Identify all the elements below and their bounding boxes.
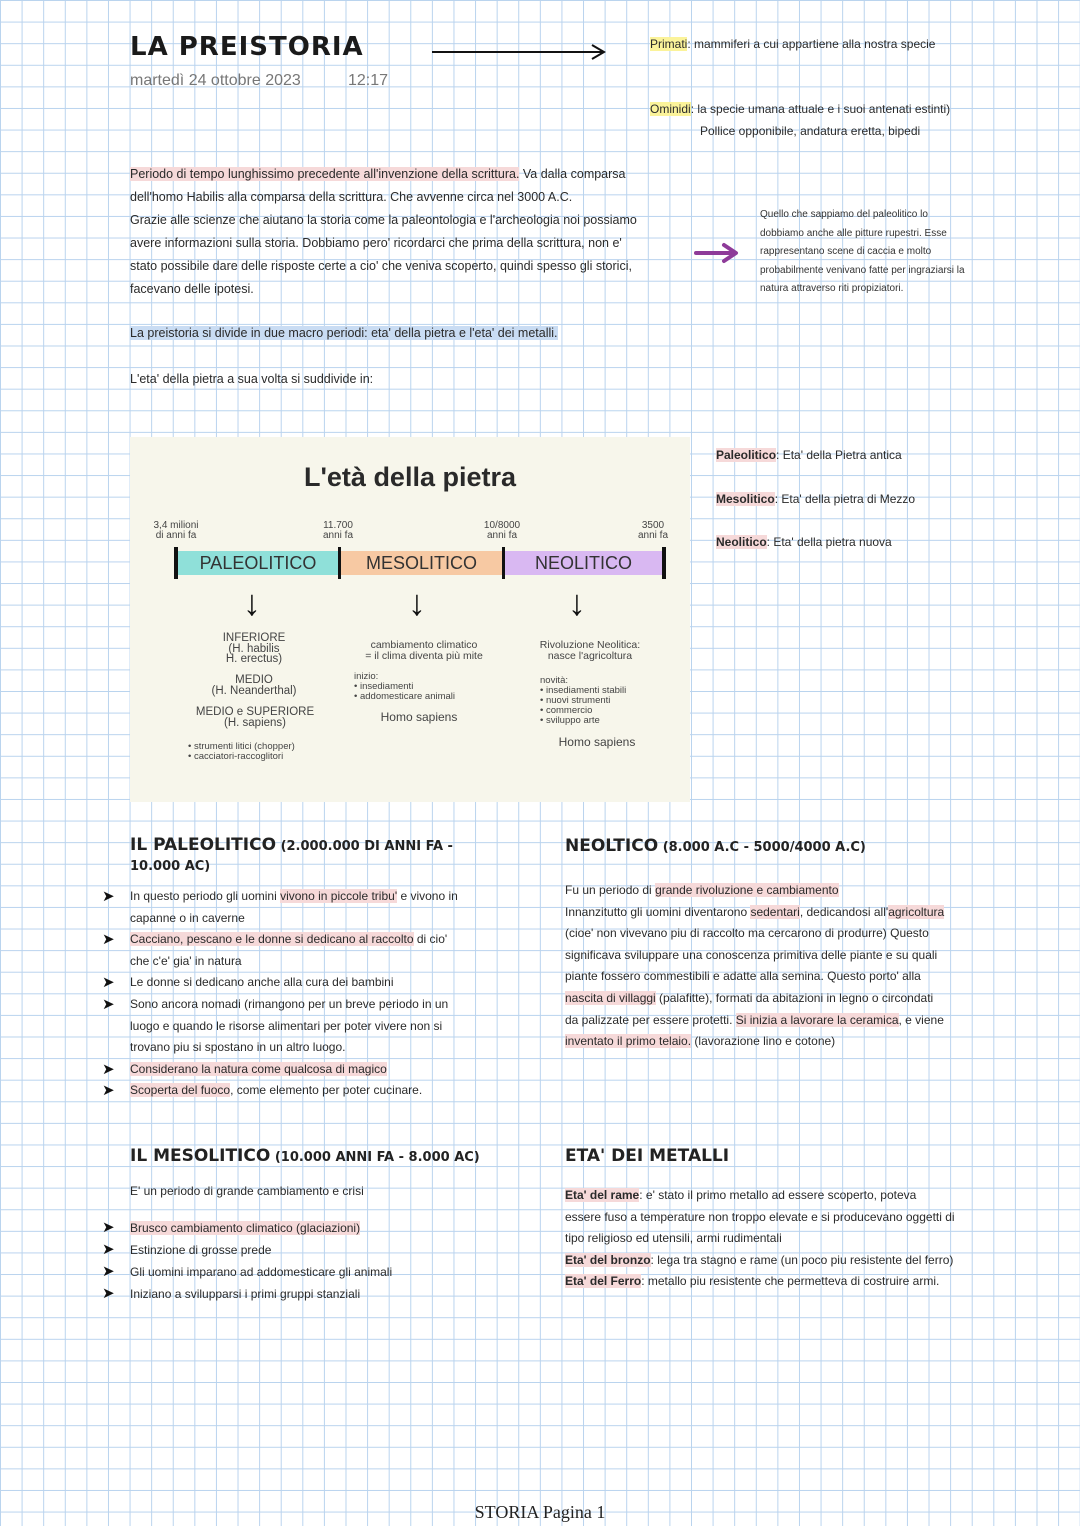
highlight: vivono in piccole tribu': [280, 889, 398, 903]
text: , e viene: [898, 1012, 944, 1027]
bullet-arrow-icon: ➤: [102, 1219, 115, 1236]
text: Innanzitutto gli uomini diventarono: [565, 904, 751, 919]
list-item: [102, 1059, 490, 1081]
period-name: Mesolitico: [716, 492, 775, 506]
term: Eta' del Ferro: [565, 1274, 642, 1289]
bullet-arrow-icon: ➤: [102, 931, 115, 949]
text: : e' stato il primo metallo ad essere scoperto, poteva: [639, 1188, 917, 1202]
ominidi-note: Ominidi: la specie umana attuale e i suoi antenati estinti): [650, 102, 951, 116]
period-desc: : Eta' della pietra di Mezzo: [774, 492, 916, 506]
tick-line: anni fa: [322, 530, 354, 541]
bullet-arrow-icon: ➤: [102, 1241, 115, 1258]
highlight: nascita di villaggi: [565, 990, 656, 1005]
ominidi-term: Ominidi: [650, 102, 691, 116]
label: • commercio: [540, 705, 593, 716]
heading-title: IL PALEOLITICO: [130, 835, 277, 855]
text: (cioe' non vivevano piu di raccolto ma cercarono di produrre) Questo: [565, 926, 929, 941]
paleo-medio: [174, 675, 334, 696]
label: • insediamenti: [354, 681, 414, 692]
bullet-arrow-icon: ➤: [102, 1285, 115, 1302]
purple-arrow-icon: [694, 242, 744, 264]
intro-line1-rest: Va dalla comparsa: [519, 167, 626, 181]
label: H. erectus): [225, 653, 283, 665]
period-name: Paleolitico: [716, 448, 777, 462]
bullet-arrow-icon: ➤: [102, 1082, 115, 1100]
heading-dates: (2.000.000 DI ANNI FA -: [276, 839, 453, 854]
intro-paragraph: [130, 163, 690, 301]
list-item: [102, 1080, 490, 1102]
text: In questo periodo gli uomini: [130, 889, 281, 903]
division-text: La preistoria si divide in due macro periodi: eta' della pietra e l'eta' dei metalli.: [130, 326, 558, 340]
ominidi-def2: Pollice opponibile, andatura eretta, bipedi: [700, 124, 921, 138]
bullet-arrow-icon: ➤: [102, 995, 115, 1013]
text: (lavorazione lino e cotone): [691, 1034, 836, 1049]
text: da palizzate per essere protetti.: [565, 1012, 736, 1027]
text: Fu un periodo di: [565, 883, 656, 897]
text: piante fossero commestibili e adatte alla semina. Questo porto' alla: [565, 969, 921, 984]
text: , come elemento per poter cucinare.: [230, 1083, 423, 1098]
intro-line1-highlight: Periodo di tempo lunghissimo precedente all'invenzione della scrittura.: [130, 167, 520, 181]
paleolitico-list: [102, 886, 490, 1102]
tick-label: [310, 521, 366, 541]
label: • cacciatori-raccoglitori: [188, 751, 284, 762]
label: Rivoluzione Neolitica:: [539, 639, 641, 651]
page-title: LA PREISTORIA: [130, 32, 364, 62]
period-neolitico: [716, 531, 892, 554]
highlight: Brusco cambiamento climatico (glaciazioni): [130, 1221, 361, 1235]
text: Gli uomini imparano ad addomesticare gli animali: [130, 1265, 393, 1279]
label: • insediamenti stabili: [540, 685, 627, 696]
tick-label: [472, 521, 532, 541]
period-name: Neolitico: [716, 535, 767, 549]
primati-note: Primati: mammiferi a cui appartiene alla nostra specie: [650, 37, 936, 51]
highlight: Considerano la natura come qualcosa di magico: [130, 1061, 387, 1076]
text: e vivono in: [397, 889, 458, 903]
arrow-down-icon: ↓: [408, 582, 426, 623]
label: • nuovi strumenti: [540, 695, 611, 706]
segment-mesolitico: MESOLITICO: [341, 551, 502, 575]
label: cambiamento climatico: [370, 639, 478, 651]
paleolitico-heading: [130, 836, 470, 876]
diagram-title: L'età della pietra: [304, 462, 516, 492]
list-item: [102, 1217, 490, 1239]
note-line: dobbiamo anche alle pitture rupestri. Esse: [760, 227, 947, 239]
mesolitico-heading: [130, 1146, 480, 1166]
note-line: probabilmente venivano fatte per ingraziarsi la: [760, 264, 965, 276]
note-line: natura attraverso riti propiziatori.: [760, 283, 904, 294]
label: • addomesticare animali: [354, 691, 456, 702]
neo-novita: [540, 676, 626, 726]
text: : lega tra stagno e rame (un poco piu resistente del ferro): [650, 1252, 954, 1267]
highlight: grande rivoluzione e cambiamento: [655, 883, 839, 897]
text: significava sviluppare una conoscenza primitiva delle piante e su quali: [565, 947, 938, 962]
text: di cio': [413, 932, 448, 947]
text: : metallo piu resistente che permetteva di costruire armi.: [641, 1274, 940, 1289]
list-item: [102, 929, 490, 972]
text: essere fuso a temperature non troppo elevate e si producevano oggetti di: [565, 1209, 955, 1224]
paleo-inferiore: [184, 633, 324, 665]
label: • strumenti litici (chopper): [188, 741, 295, 752]
list-item: [102, 1239, 490, 1261]
period-desc: : Eta' della Pietra antica: [776, 448, 902, 462]
segment-paleolitico: PALEOLITICO: [178, 551, 338, 575]
neolitico-paragraph: [565, 880, 995, 1053]
bullet-arrow-icon: ➤: [102, 974, 115, 992]
paleolitico-side-note: [760, 206, 1000, 299]
neo-rivoluzione: [515, 640, 665, 661]
period-mesolitico: [716, 488, 915, 511]
arrow-down-icon: ↓: [568, 582, 586, 623]
intro-line2: dell'homo Habilis alla comparsa della scrittura. Che avvenne circa nel 3000 A.C.: [130, 190, 573, 204]
intro-line5: stato possibile dare delle risposte certe a cio' che veniva scoperto, quindi spesso gli storici,: [130, 259, 632, 273]
text: (palafitte), formati da abitazioni in legno o circondati: [655, 990, 934, 1005]
tick-line: 3500: [641, 520, 665, 531]
division-line: [130, 322, 558, 345]
label: inizio:: [354, 671, 379, 682]
heading-dates2: 10.000 AC): [130, 859, 211, 874]
mesolitico-list: [102, 1217, 490, 1305]
tick-label: [140, 521, 212, 541]
metalli-paragraph: [565, 1185, 995, 1293]
neolitico-heading: [565, 836, 866, 856]
text: che c'e' gia' in natura: [130, 953, 242, 968]
heading-title: IL MESOLITICO: [130, 1146, 271, 1166]
period-paleolitico: [716, 444, 902, 467]
label: novità:: [540, 675, 568, 686]
segment-neolitico: NEOLITICO: [505, 551, 662, 575]
text: Le donne si dedicano anche alla cura dei bambini: [130, 975, 394, 990]
page-time: 12:17: [348, 72, 389, 89]
bullet-arrow-icon: ➤: [102, 888, 115, 905]
paleo-superiore: [160, 707, 350, 728]
text: capanne o in caverne: [130, 910, 245, 925]
heading-title: NEOLTICO: [565, 836, 659, 856]
tick-line: di anni fa: [155, 530, 197, 541]
text: Estinzione di grosse prede: [130, 1243, 272, 1257]
timeline-bar-end: [662, 547, 666, 579]
list-item: [102, 1261, 490, 1283]
ominidi-def: la specie umana attuale e i suoi antenati estinti): [697, 102, 951, 116]
page-date: martedì 24 ottobre 2023: [130, 72, 301, 89]
intro-line4: avere informazioni sulla storia. Dobbiamo pero' ricordarci che prima della scrittura, non e': [130, 236, 622, 250]
highlight: Scoperta del fuoco: [130, 1083, 231, 1098]
text: , dedicandosi all': [799, 904, 889, 919]
arrow-down-icon: ↓: [243, 582, 261, 623]
label: nasce l'agricoltura: [547, 649, 633, 662]
label: = il clima diventa più mite: [365, 649, 483, 662]
label: (H. Neanderthal): [211, 684, 297, 697]
label: MEDIO e SUPERIORE: [195, 706, 315, 718]
label: (H. sapiens): [224, 716, 286, 729]
text: Sono ancora nomadi (rimangono per un breve periodo in un: [130, 996, 449, 1011]
highlight: Si inizia a lavorare la ceramica: [735, 1012, 899, 1027]
intro-line6: facevano delle ipotesi.: [130, 282, 254, 296]
intro-line3: Grazie alle scienze che aiutano la storia come la paleontologia e l'archeologia noi possiamo: [130, 213, 637, 227]
label: INFERIORE: [222, 632, 286, 644]
tick-line: 11.700: [323, 520, 353, 531]
primati-def: mammiferi a cui appartiene alla nostra specie: [694, 37, 936, 51]
list-item: [102, 972, 490, 994]
heading-dates: (8.000 A.C - 5000/4000 A.C): [658, 840, 866, 855]
bullet-arrow-icon: ➤: [102, 1060, 115, 1078]
metalli-heading: ETA' DEI METALLI: [565, 1146, 730, 1166]
primati-term: Primati: [650, 37, 688, 51]
tick-line: anni fa: [486, 530, 518, 541]
text: tipo religioso ed utensili, armi rudimentali: [565, 1231, 782, 1246]
paleo-bullets: [188, 742, 295, 762]
list-item: [102, 1283, 490, 1305]
meso-sapiens: Homo sapiens: [380, 710, 458, 724]
meso-clima: [344, 640, 504, 661]
page-footer: STORIA Pagina 1: [474, 1502, 606, 1522]
label: • sviluppo arte: [540, 715, 600, 726]
note-line: Quello che sappiamo del paleolitico lo: [760, 209, 928, 220]
list-item: [102, 994, 490, 1059]
label: (H. habilis: [228, 642, 280, 655]
highlight: sedentari: [750, 904, 800, 919]
tick-line: 3,4 milioni: [153, 520, 199, 531]
label: MEDIO: [235, 674, 273, 686]
highlight: agricoltura: [888, 904, 945, 919]
stone-age-diagram: [130, 437, 690, 802]
note-line: rappresentano scene di caccia e molto: [760, 246, 932, 257]
tick-line: 10/8000: [483, 520, 521, 531]
arrow-right-icon: [430, 42, 610, 62]
term: Eta' del rame: [565, 1188, 640, 1202]
tick-line: anni fa: [637, 530, 669, 541]
list-item: [102, 886, 490, 929]
highlight: inventato il primo telaio.: [565, 1034, 692, 1049]
highlight: Cacciano, pescano e le donne si dedicano al raccolto: [130, 932, 414, 947]
subdivision-text: L'eta' della pietra a sua volta si suddivide in:: [130, 372, 374, 386]
meso-inizio: [354, 672, 455, 702]
text: Iniziano a svilupparsi i primi gruppi stanziali: [130, 1287, 361, 1301]
text: luogo e quando le risorse alimentari per poter vivere non si: [130, 1018, 443, 1033]
neo-sapiens: Homo sapiens: [558, 735, 636, 749]
term: Eta' del bronzo: [565, 1252, 651, 1267]
mesolitico-intro: E' un periodo di grande cambiamento e crisi: [130, 1184, 364, 1198]
heading-dates: (10.000 ANNI FA - 8.000 AC): [270, 1150, 480, 1165]
tick-label: [628, 521, 678, 541]
period-desc: : Eta' della pietra nuova: [766, 535, 892, 549]
bullet-arrow-icon: ➤: [102, 1263, 115, 1280]
text: trovano piu si spostano in un altro luogo.: [130, 1040, 346, 1055]
